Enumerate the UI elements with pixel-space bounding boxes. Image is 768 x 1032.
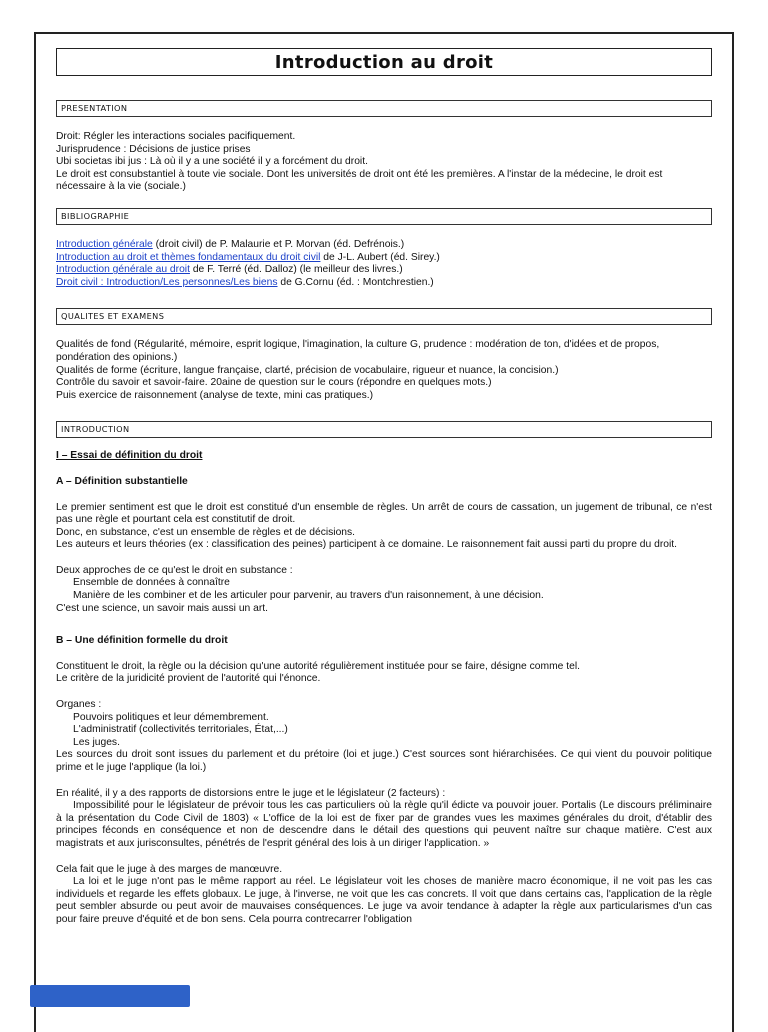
paragraph-line: C'est une science, un savoir mais aussi un art. (56, 602, 269, 614)
list-item: L'administratif (collectivités territoriales, État,...) (73, 724, 288, 736)
qualites-line: Qualités de fond (Régularité, mémoire, esprit logique, l'imagination, la culture G, prudence : modération de ton, d'idées et de propos, pondération des opinions.) (56, 339, 660, 363)
bibliography-item (56, 277, 712, 290)
presentation-text (56, 131, 712, 194)
list-item: Manière de les combiner et de les articuler pour parvenir, au travers d'un raisonnement, à une décision. (73, 590, 544, 602)
introduction-body (56, 450, 712, 926)
paragraph-line: La loi et le juge n'ont pas le même rapport au réel. Le législateur voit les choses de manière macro économique, il ne voit pas les cas individuels et regarde les effets globaux. Le juge, à l'inverse, ne voit que les cas concrets. Il voit que dans certains cas, l'application de la règle peut sembler absurde ou peut avoir de mauvaises conséquences. Le juge va avoir tendance à adapter la règle aux particularismes d'un cas pour faire preuve d'équité et de bon sens. Cela pourra contrecarrer l'obligation (56, 876, 712, 925)
bibliography-item (56, 264, 712, 277)
bibliography-item (56, 239, 712, 252)
presentation-line: Jurisprudence : Décisions de justice prises (56, 143, 251, 155)
paragraph-line: Le premier sentiment est que le droit est constitué d'un ensemble de règles. Un arrêt de cours de cassation, un jugement de tribunal, ce n'est pas une règle et pourtant cela est constitutif de droit. (56, 501, 712, 526)
subpart-heading: B – Une définition formelle du droit (56, 635, 228, 647)
bibliography-details: de F. Terré (éd. Dalloz) (le meilleur des livres.) (189, 264, 403, 276)
section-heading-qualites: QUALITES ET EXAMENS (56, 308, 712, 325)
subpart-heading: A – Définition substantielle (56, 475, 188, 487)
list-item: Ensemble de données à connaître (73, 577, 230, 589)
bibliography-list (56, 239, 712, 289)
bibliography-details: de J-L. Aubert (éd. Sirey.) (320, 251, 440, 263)
document-page (34, 32, 734, 1032)
paragraph (56, 502, 712, 552)
bibliography-details: (droit civil) de P. Malaurie et P. Morvan (éd. Defrénois.) (152, 238, 405, 250)
section-heading-bibliographie: BIBLIOGRAPHIE (56, 208, 712, 225)
section-heading-introduction: INTRODUCTION (56, 421, 712, 438)
bibliography-link[interactable]: Introduction au droit et thèmes fondamentaux du droit civil (56, 251, 321, 263)
qualites-line: Puis exercice de raisonnement (analyse de texte, mini cas pratiques.) (56, 389, 374, 401)
section-heading-presentation: PRESENTATION (56, 100, 712, 117)
paragraph-line: Impossibilité pour le législateur de prévoir tous les cas particuliers où la règle qu'il édicte va pouvoir jouer. Portalis (Le discours préliminaire à la présentation du Code Civil de 1803) « L'office de la loi est de fixer par de grandes vues les maximes générales du droit, d'établir des principes féconds en conséquence et non de descendre dans le détail des questions qui peuvent naître sur chaque matière. C'est aux magistrats et aux jurisconsultes, pénétrés de l'esprit général des lois à un diriger l'application. » (56, 800, 712, 849)
paragraph-line: Deux approches de ce qu'est le droit en substance : (56, 564, 293, 576)
paragraph-line: Les sources du droit sont issues du parlement et du prétoire (loi et juge.) C'est sources sont hiérarchisées. Ce qui vient du pouvoir politique prime et le juge l'applique (la loi.) (56, 749, 712, 773)
presentation-line: Le droit est consubstantiel à toute vie sociale. Dont les universités de droit ont été les premières. A l'instar de la médecine, le droit est nécessaire à la vie (sociale.) (56, 168, 663, 193)
paragraph-line: Le critère de la juridicité provient de l'autorité qui l'énonce. (56, 673, 321, 685)
bibliography-details: de G.Cornu (éd. : Montchrestien.) (277, 276, 434, 288)
bibliography-link[interactable]: Introduction générale au droit (56, 264, 190, 276)
presentation-line: Droit: Régler les interactions sociales pacifiquement. (56, 131, 296, 142)
paragraph-line: Donc, en substance, c'est un ensemble de règles et de décisions. (56, 526, 356, 538)
bottom-blue-button[interactable] (30, 985, 190, 1007)
qualites-line: Qualités de forme (écriture, langue française, clarté, précision de vocabulaire, rigueur et nuance, la concision.) (56, 364, 559, 376)
bibliography-item (56, 252, 712, 265)
paragraph-line: Constituent le droit, la règle ou la décision qu'une autorité régulièrement instituée pour se faire, désigne comme tel. (56, 660, 580, 672)
paragraph-line: Organes : (56, 699, 102, 711)
paragraph-line: Les auteurs et leurs théories (ex : classification des peines) participent à ce domaine. Le raisonnement fait aussi parti du propre du droit. (56, 539, 678, 551)
bibliography-link[interactable]: Droit civil : Introduction/Les personnes/Les biens (56, 276, 278, 288)
qualites-line: Contrôle du savoir et savoir-faire. 20aine de question sur le cours (répondre en quelques mots.) (56, 377, 492, 389)
presentation-line: Ubi societas ibi jus : Là où il y a une société il y a forcément du droit. (56, 156, 368, 168)
paragraph-line: En réalité, il y a des rapports de distorsions entre le juge et le législateur (2 facteurs) : (56, 787, 446, 799)
paragraph-line: Cela fait que le juge à des marges de manœuvre. (56, 863, 283, 875)
list-item: Pouvoirs politiques et leur démembrement. (73, 711, 269, 723)
bibliography-link[interactable]: Introduction générale (56, 238, 153, 250)
part-heading: I – Essai de définition du droit (56, 450, 203, 462)
document-title: Introduction au droit (56, 48, 712, 76)
qualites-text (56, 339, 712, 402)
list-item: Les juges. (73, 736, 120, 748)
